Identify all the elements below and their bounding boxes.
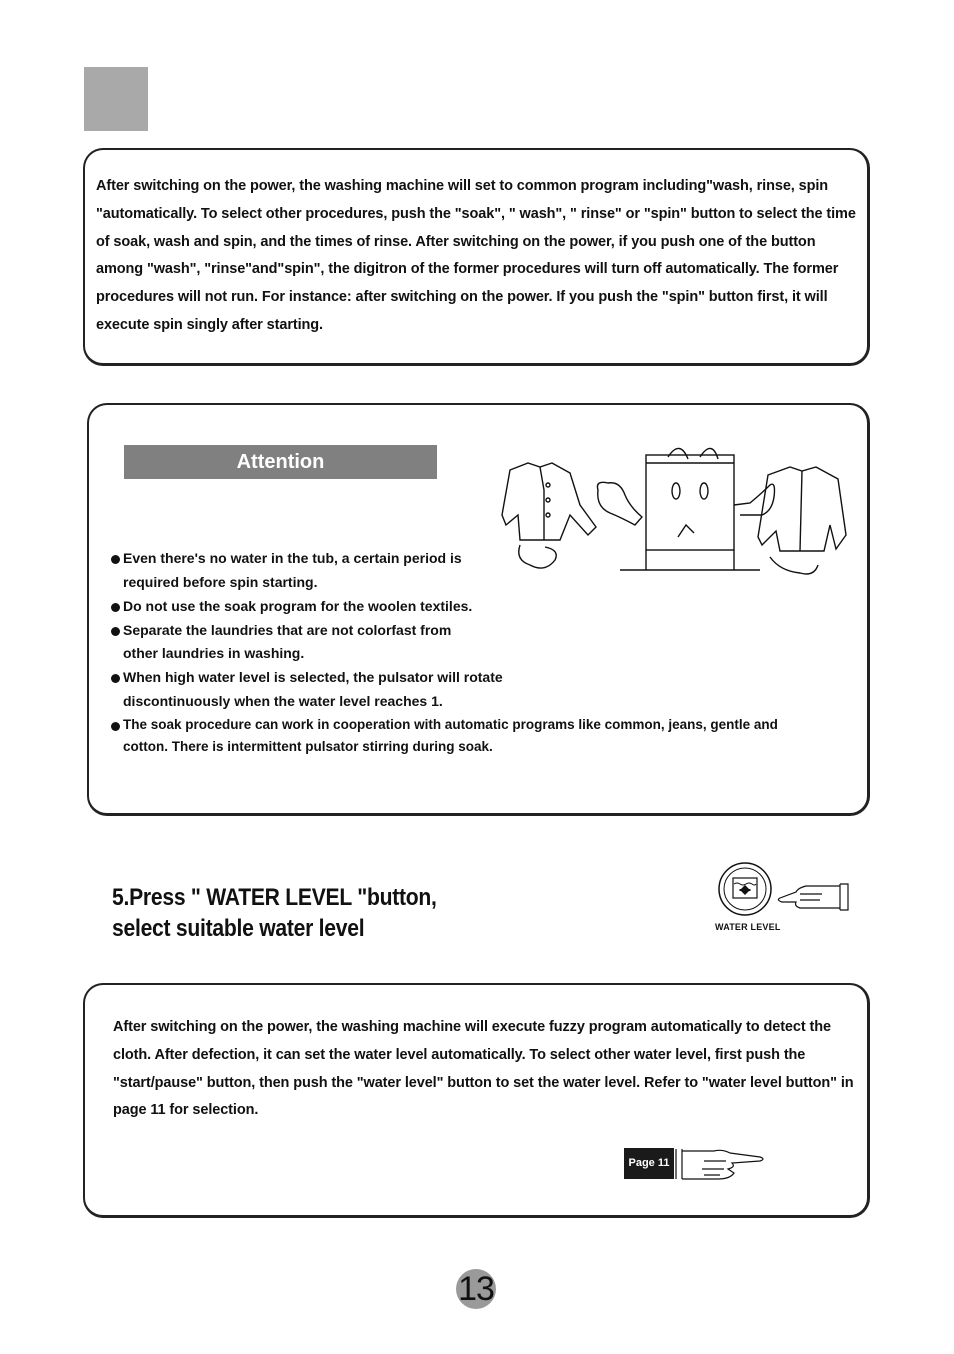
attention-item: Do not use the soak program for the woolen textiles.: [108, 595, 828, 619]
water-level-text: After switching on the power, the washing machine will execute fuzzy program automatically to detect the cloth. After defection, it can set the water level automatically. To select other water level, first push the "start/pause" button, then push the "water level" button to set the water level. Refer to "water level button" in page 11 for selection.: [113, 1019, 854, 1119]
program-info-text: After switching on the power, the washing machine will set to common program including"wash, rinse, spin "automatically. To select other procedures, push the "soak", " wash", " rinse" or "spin" button to select the time of soak, wash and spin, and the times of rinse. After switching on the power, if you push one of the button among "wash", "rinse"and"spin", the digitron of the former procedures will turn off automatically. The former procedures will not run. For instance: after switching on the power. If you push the "spin" button first, it will execute spin singly after starting.: [96, 178, 856, 333]
page-number: 13: [456, 1269, 496, 1309]
water-level-label: WATER LEVEL: [715, 922, 781, 932]
bullet-icon: [111, 603, 120, 612]
attention-item: The soak procedure can work in cooperation with automatic programs like common, jeans, gentle and cotton. There is intermittent pulsator stirring during soak.: [108, 714, 828, 758]
attention-list: [108, 547, 828, 758]
pointing-hand-icon: [674, 1145, 766, 1183]
page-reference-label: Page 11: [624, 1148, 674, 1179]
attention-item: Even there's no water in the tub, a certain period is required before spin starting.: [108, 547, 828, 594]
section-heading: 5.Press " WATER LEVEL "button, select suitable water level: [112, 884, 437, 942]
bullet-icon: [111, 674, 120, 683]
attention-item: When high water level is selected, the pulsator will rotate discontinuously when the water level reaches 1.: [108, 666, 828, 713]
attention-item: Separate the laundries that are not colorfast from other laundries in washing.: [108, 619, 828, 666]
section-marker: [84, 67, 148, 131]
bullet-icon: [111, 627, 120, 636]
attention-title: Attention: [124, 445, 437, 479]
bullet-icon: [111, 722, 120, 731]
water-level-icon: [717, 861, 773, 917]
bullet-icon: [111, 555, 120, 564]
pointing-hand-icon: [776, 880, 854, 914]
